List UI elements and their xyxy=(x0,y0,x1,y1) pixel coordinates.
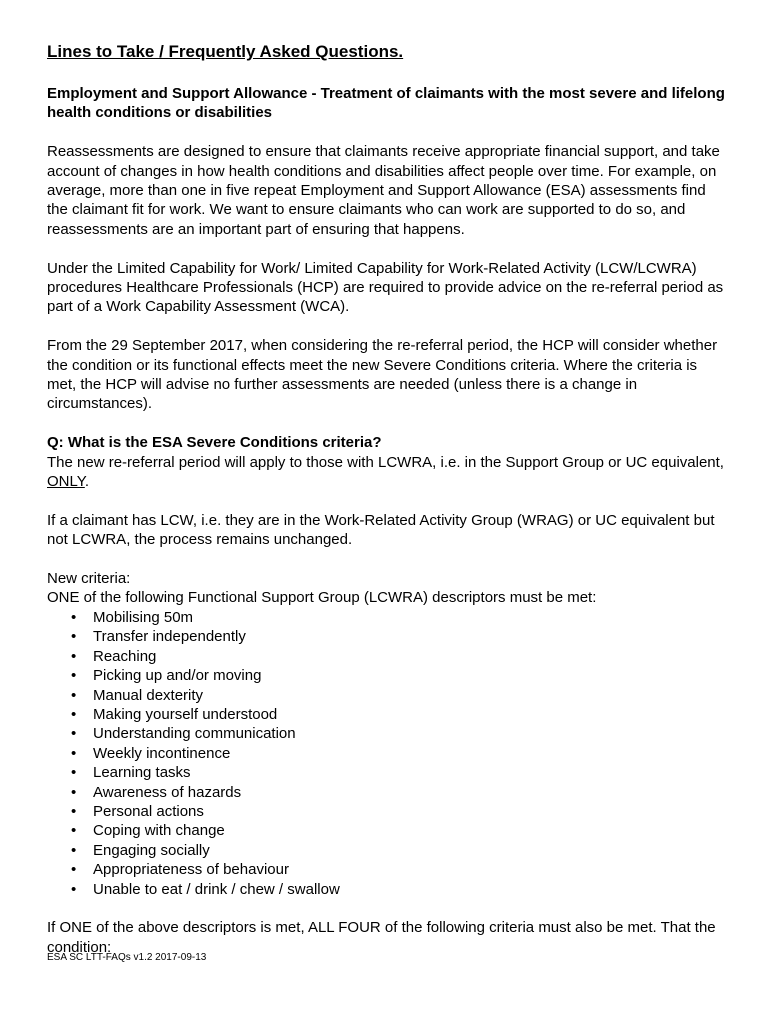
document-title: Lines to Take / Frequently Asked Questions. xyxy=(47,42,404,61)
descriptor-item xyxy=(71,724,727,743)
descriptor-item xyxy=(71,821,727,840)
descriptor-item xyxy=(71,860,727,879)
descriptor-item xyxy=(71,666,727,685)
bullet-icon: • xyxy=(71,880,77,898)
descriptor-label: Manual dexterity xyxy=(93,686,204,704)
faq-block xyxy=(47,433,727,491)
descriptor-label: Making yourself understood xyxy=(93,705,278,723)
paragraph-reassessments: Reassessments are designed to ensure that claimants receive appropriate financial support, and take account of changes in how health conditions and disabilities affect people over time. For example, on average, more than one in five repeat Employment and Support Allowance (ESA) assessments find the claimant fit for work. We want to ensure claimants who can work are supported to do so, and reassessments are an important part of ensuring that happens. xyxy=(47,143,720,238)
faq-answer-emphasis: ONLY xyxy=(47,473,85,491)
descriptor-label: Picking up and/or moving xyxy=(93,667,262,685)
document-footer: ESA SC LTT-FAQs v1.2 2017-09-13 xyxy=(47,952,207,963)
descriptor-label: Reaching xyxy=(93,647,157,665)
bullet-icon: • xyxy=(71,861,77,879)
descriptor-label: Weekly incontinence xyxy=(93,744,231,762)
descriptor-label: Unable to eat / drink / chew / swallow xyxy=(93,880,340,898)
descriptor-label: Coping with change xyxy=(93,822,225,840)
bullet-icon: • xyxy=(71,744,77,762)
section-subheading: Employment and Support Allowance - Treatment of claimants with the most severe and lifelong health conditions or disabilities xyxy=(47,85,725,122)
paragraph-from-september: From the 29 September 2017, when considering the re-referral period, the HCP will consider whether the condition or its functional effects meet the new Severe Conditions criteria. Where the criteria is met, the HCP will advise no further assessments are needed (unless there is a change in circumstances). xyxy=(47,337,718,413)
new-criteria-label: New criteria: xyxy=(47,570,131,588)
descriptor-item xyxy=(71,608,727,627)
paragraph-lcw-procedures: Under the Limited Capability for Work/ Limited Capability for Work-Related Activity (LCW/LCWRA) procedures Healthcare Professionals (HCP) are required to provide advice on the re-referral period as part of a Work Capability Assessment (WCA). xyxy=(47,259,724,316)
descriptor-label: Appropriateness of behaviour xyxy=(93,861,289,879)
bullet-icon: • xyxy=(71,802,77,820)
descriptor-label: Mobilising 50m xyxy=(93,608,194,626)
descriptor-item xyxy=(71,744,727,763)
descriptor-label: Engaging socially xyxy=(93,841,210,859)
descriptor-item xyxy=(71,686,727,705)
bullet-icon: • xyxy=(71,628,77,646)
faq-answer-text: The new re-referral period will apply to those with LCWRA, i.e. in the Support Group or UC equivalent, xyxy=(47,453,724,471)
bullet-icon: • xyxy=(71,841,77,859)
descriptor-label: Awareness of hazards xyxy=(93,783,242,801)
descriptor-list xyxy=(47,608,727,899)
descriptor-label: Learning tasks xyxy=(93,764,191,782)
faq-question: Q: What is the ESA Severe Conditions criteria? xyxy=(47,434,382,452)
bullet-icon: • xyxy=(71,667,77,685)
faq-answer-suffix: . xyxy=(84,473,89,491)
bullet-icon: • xyxy=(71,705,77,723)
paragraph-closing: If ONE of the above descriptors is met, ALL FOUR of the following criteria must also be met. That the condition: xyxy=(47,919,716,956)
bullet-icon: • xyxy=(71,725,77,743)
descriptor-label: Understanding communication xyxy=(93,725,296,743)
criteria-intro: ONE of the following Functional Support Group (LCWRA) descriptors must be met: xyxy=(47,589,597,607)
descriptor-item xyxy=(71,705,727,724)
paragraph-lcw-claimant: If a claimant has LCW, i.e. they are in the Work-Related Activity Group (WRAG) or UC equivalent but not LCWRA, the process remains unchanged. xyxy=(47,511,715,549)
descriptor-label: Personal actions xyxy=(93,802,204,820)
descriptor-item xyxy=(71,802,727,821)
descriptor-item xyxy=(71,880,727,899)
bullet-icon: • xyxy=(71,608,77,626)
bullet-icon: • xyxy=(71,647,77,665)
bullet-icon: • xyxy=(71,764,77,782)
bullet-icon: • xyxy=(71,686,77,704)
descriptor-item xyxy=(71,841,727,860)
descriptor-item xyxy=(71,647,727,666)
descriptor-label: Transfer independently xyxy=(93,628,246,646)
bullet-icon: • xyxy=(71,822,77,840)
document-body xyxy=(47,84,727,977)
faq-answer xyxy=(47,453,727,492)
bullet-icon: • xyxy=(71,783,77,801)
descriptor-item xyxy=(71,763,727,782)
descriptor-item xyxy=(71,627,727,646)
descriptor-item xyxy=(71,783,727,802)
